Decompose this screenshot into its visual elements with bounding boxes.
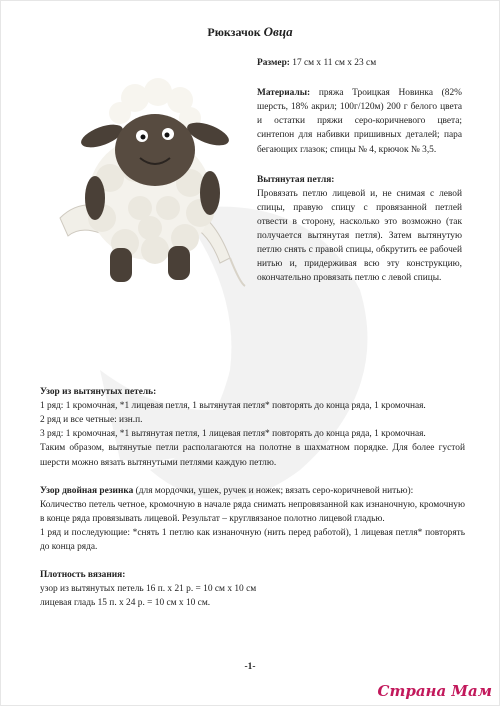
materials-paragraph: Материалы: пряжа Троицкая Новинка (82% шерсть, 18% акрил; 100г/120м) 200 г белого цвета и остатки пряжи серо-коричневого цвета; синтепон для набивки пришивных деталей; пара бегающих глазок; спицы № 4, крючок № 3,5. bbox=[257, 88, 462, 155]
loop-paragraph: Провязать петлю лицевой и, не снимая с левой спицы, правую спицу с провязанной петлей отвести в сторону, насколько это возможно (так получается вытянутая петля). Затем вытянутую петлю снять с правой спицы, обкрутить ее рабочей нитью и, придерживая всю эту конструкцию, окончательно провязать петлю с левой спицы. bbox=[257, 188, 462, 284]
pattern-row-1: 1 ряд: 1 кромочная, *1 лицевая петля, 1 вытянутая петля* повторять до конца ряда, 1 кромочная. bbox=[40, 401, 426, 412]
density-heading: Плотность вязания: bbox=[40, 570, 126, 581]
rib-text-2: 1 ряд и последующие: *снять 1 петлю как изнаночную (нить перед работой), 1 лицевая петля* повторять до конца ряда. bbox=[40, 527, 465, 553]
rib-heading: Узор двойная резинка (для мордочки, ушек, ручек и ножек; вязать серо-коричневой нитью): bbox=[40, 485, 414, 496]
page-title: Рюкзачок Овца bbox=[207, 24, 293, 39]
density-line-1: узор из вытянутых петель 16 п. х 21 р. = 10 см х 10 см bbox=[40, 584, 257, 595]
pattern-row-3: 3 ряд: 1 кромочная, *1 вытянутая петля, 1 лицевая петля* повторять до конца ряда, 1 кромочная. bbox=[40, 429, 426, 440]
size-line: Размер: 17 см х 11 см х 23 см bbox=[257, 58, 377, 68]
page-number: -1- bbox=[244, 662, 256, 672]
loop-heading: Вытянутая петля: bbox=[257, 174, 335, 185]
materials-column bbox=[257, 56, 462, 286]
pattern-heading: Узор из вытянутых петель: bbox=[40, 387, 157, 397]
site-logo: Страна Мам bbox=[377, 682, 492, 700]
density-line-2: лицевая гладь 15 п. х 24 р. = 10 см х 10 см. bbox=[40, 598, 211, 609]
instructions-body bbox=[40, 385, 465, 611]
pattern-row-2: 2 ряд и все четные: изн.п. bbox=[40, 415, 143, 426]
sheep-backpack-photo bbox=[40, 58, 250, 288]
pattern-note: Таким образом, вытянутые петли располагаются на полотне в шахматном порядке. Для более густой шерсти можно вязать вытянутыми петлями каждую петлю. bbox=[40, 443, 465, 468]
rib-text-1: Количество петель четное, кромочную в начале ряда снимать непровязанной как изнаночную, кромочную в конце ряда провязывать лицевой. Результат – круглвязаное полотно лицевой гладью. bbox=[40, 499, 465, 524]
